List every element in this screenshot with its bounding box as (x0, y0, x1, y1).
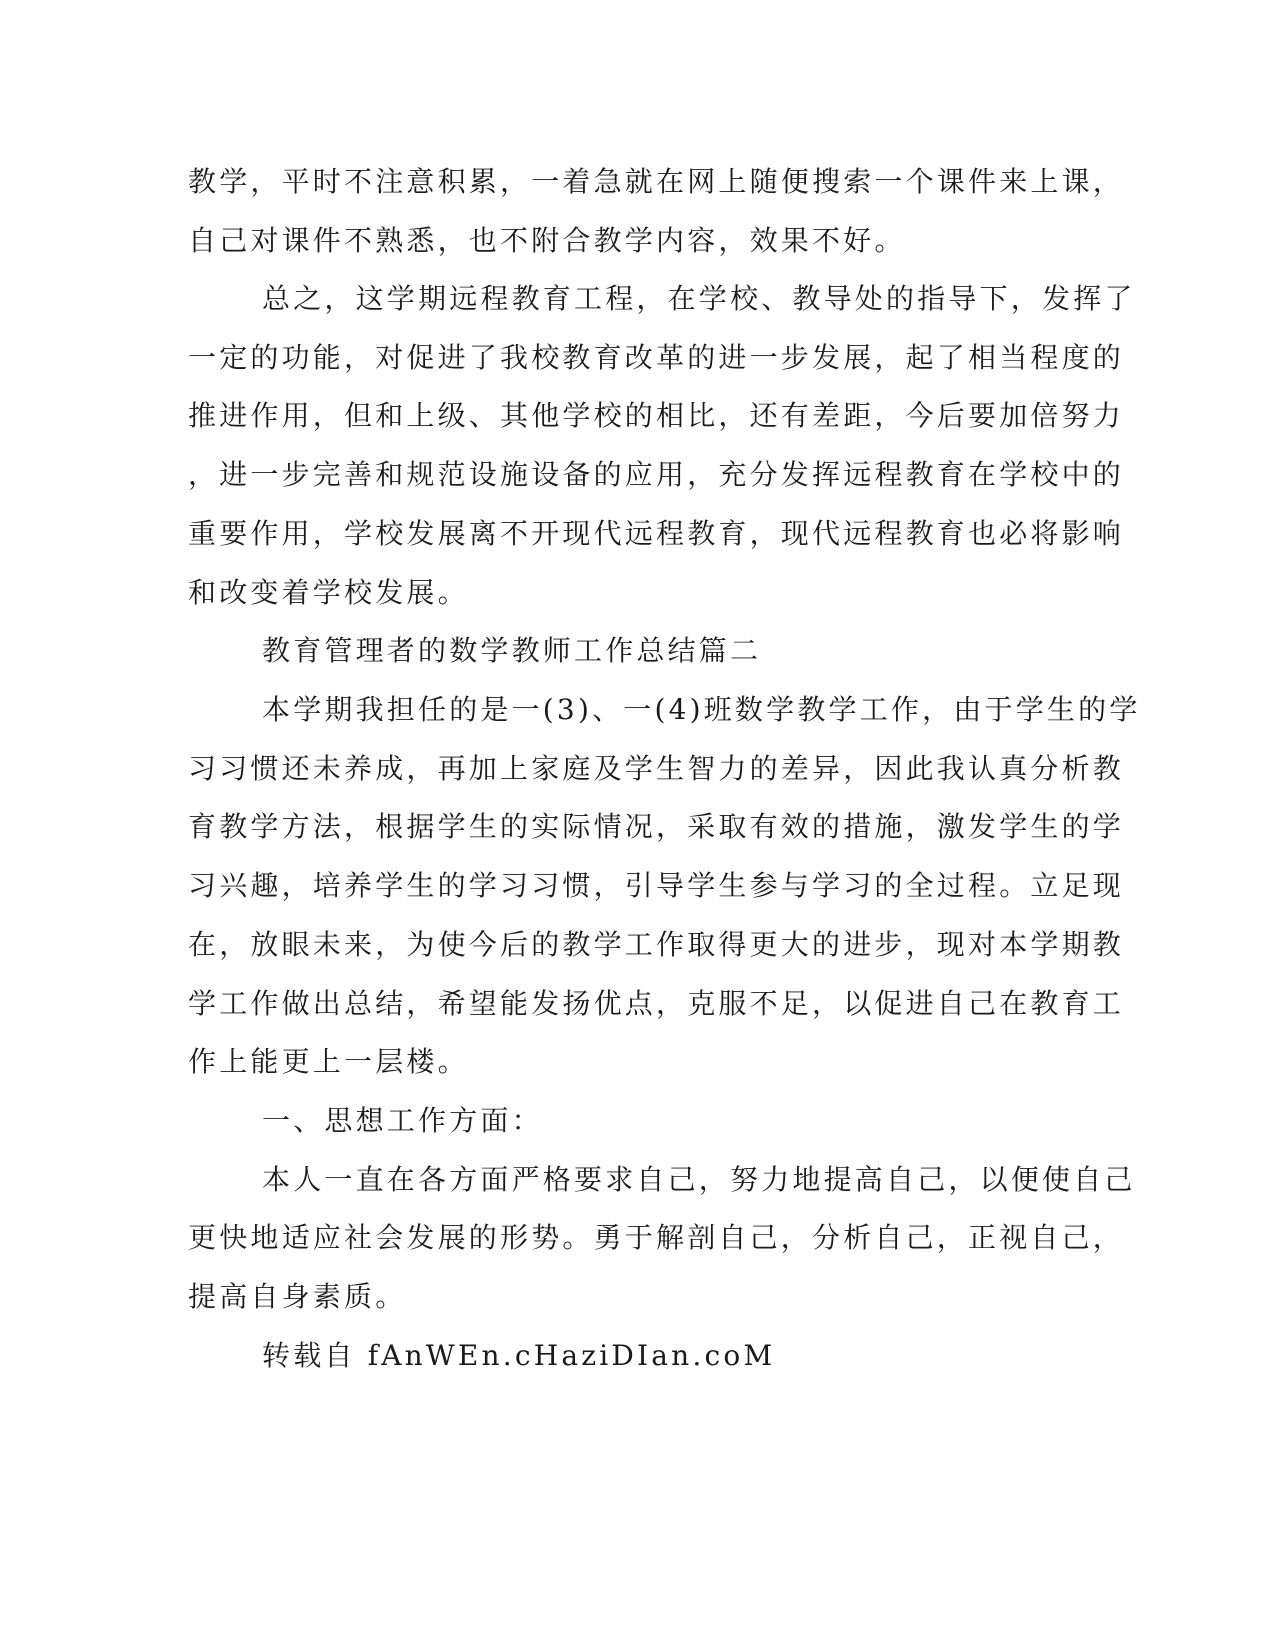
paragraph-start-line: 本学期我担任的是一(3)、一(4)班数学教学工作，由于学生的学 (262, 693, 1141, 726)
source-attribution: 转载自 fAnWEn.cHaziDIan.coM (262, 1339, 776, 1372)
text-line-14: 在，放眼未来，为使今后的教学工作取得更大的进步，现对本学期教 (188, 928, 1125, 961)
text-line-15: 学工作做出总结，希望能发扬优点，克服不足，以促进自己在教育工 (188, 987, 1125, 1020)
text-line-12: 育教学方法，根据学生的实际情况，采取有效的措施，激发学生的学 (188, 810, 1125, 843)
text-line-13: 习兴趣，培养学生的学习习惯，引导学生参与学习的全过程。立足现 (188, 869, 1125, 902)
paragraph-start-line: 总之，这学期远程教育工程，在学校、教导处的指导下，发挥了 (262, 282, 1136, 315)
section-heading: 教育管理者的数学教师工作总结篇二 (262, 634, 762, 667)
text-line-19: 更快地适应社会发展的形势。勇于解剖自己，分析自己，正视自己， (188, 1221, 1125, 1254)
text-line-16: 作上能更上一层楼。 (188, 1045, 469, 1078)
text-line-8: 和改变着学校发展。 (188, 576, 469, 609)
text-line-11: 习习惯还未养成，再加上家庭及学生智力的差异，因此我认真分析教 (188, 752, 1125, 785)
text-line-4: 一定的功能，对促进了我校教育改革的进一步发展，起了相当程度的 (188, 341, 1125, 374)
text-line-7: 重要作用，学校发展离不开现代远程教育，现代远程教育也必将影响 (188, 517, 1125, 550)
text-line-1: 教学，平时不注意积累，一着急就在网上随便搜索一个课件来上课， (188, 165, 1125, 198)
subsection-heading: 一、思想工作方面： (262, 1104, 543, 1137)
text-line-6: ，进一步完善和规范设施设备的应用，充分发挥远程教育在学校中的 (188, 458, 1125, 491)
paragraph-start-line: 本人一直在各方面严格要求自己，努力地提高自己，以便使自己 (262, 1163, 1136, 1196)
text-line-20: 提高自身素质。 (188, 1280, 407, 1313)
text-line-2: 自己对课件不熟悉，也不附合教学内容，效果不好。 (188, 224, 906, 257)
text-line-5: 推进作用，但和上级、其他学校的相比，还有差距，今后要加倍努力 (188, 399, 1125, 432)
